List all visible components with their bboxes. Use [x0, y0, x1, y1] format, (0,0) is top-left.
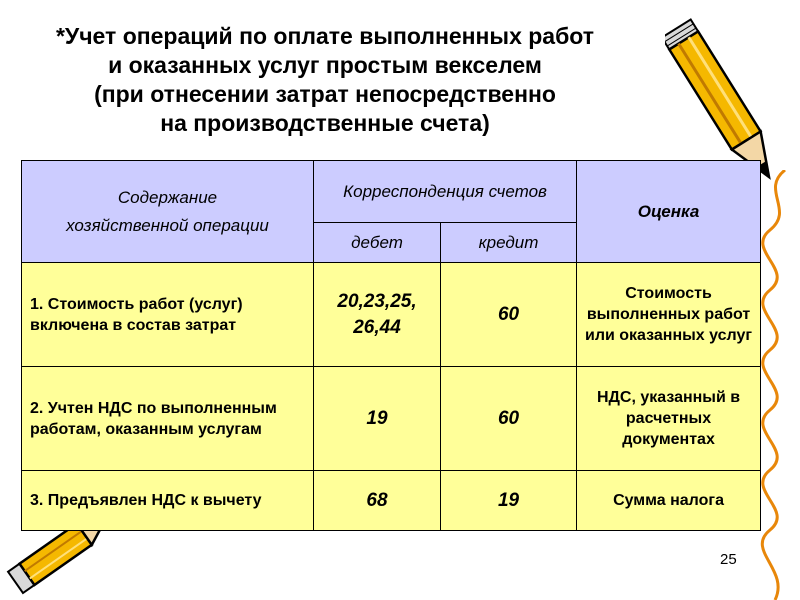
row2-credit: 60	[441, 367, 577, 471]
header-content-line2: хозяйственной операции	[66, 215, 269, 235]
row3-operation: 3. Предъявлен НДС к вычету	[22, 471, 314, 531]
row3-evaluation: Сумма налога	[577, 471, 761, 531]
page-number: 25	[720, 551, 737, 568]
table-row	[22, 367, 761, 471]
row1-debit: 20,23,25, 26,44	[314, 263, 441, 367]
header-debit: дебет	[314, 223, 441, 263]
header-correspondence: Корреспонденция счетов	[314, 161, 577, 223]
title-line-3: (при отнесении затрат непосредственно	[94, 81, 556, 107]
operations-table	[21, 160, 761, 531]
title-line-1: *Учет операций по оплате выполненных работ	[55, 23, 595, 49]
row1-operation: 1. Стоимость работ (услуг) включена в состав затрат	[22, 263, 314, 367]
row2-evaluation: НДС, указанный в расчетных документах	[577, 367, 761, 471]
header-content-line1: Содержание	[117, 187, 218, 207]
header-evaluation: Оценка	[577, 161, 761, 263]
header-content	[22, 161, 314, 263]
table-row	[22, 471, 761, 531]
row3-credit: 19	[441, 471, 577, 531]
row1-evaluation: Стоимость выполненных работ или оказанных услуг	[577, 263, 761, 367]
slide-title	[0, 22, 650, 138]
table-row	[22, 263, 761, 367]
title-line-2: и оказанных услуг простым векселем	[108, 52, 542, 78]
table-header-row	[22, 161, 761, 223]
row3-debit: 68	[314, 471, 441, 531]
header-credit: кредит	[441, 223, 577, 263]
row1-credit: 60	[441, 263, 577, 367]
squiggle-line-icon	[755, 170, 800, 600]
title-line-4: на производственные счета)	[160, 110, 490, 136]
row2-operation: 2. Учтен НДС по выполненным работам, оказанным услугам	[22, 367, 314, 471]
row2-debit: 19	[314, 367, 441, 471]
